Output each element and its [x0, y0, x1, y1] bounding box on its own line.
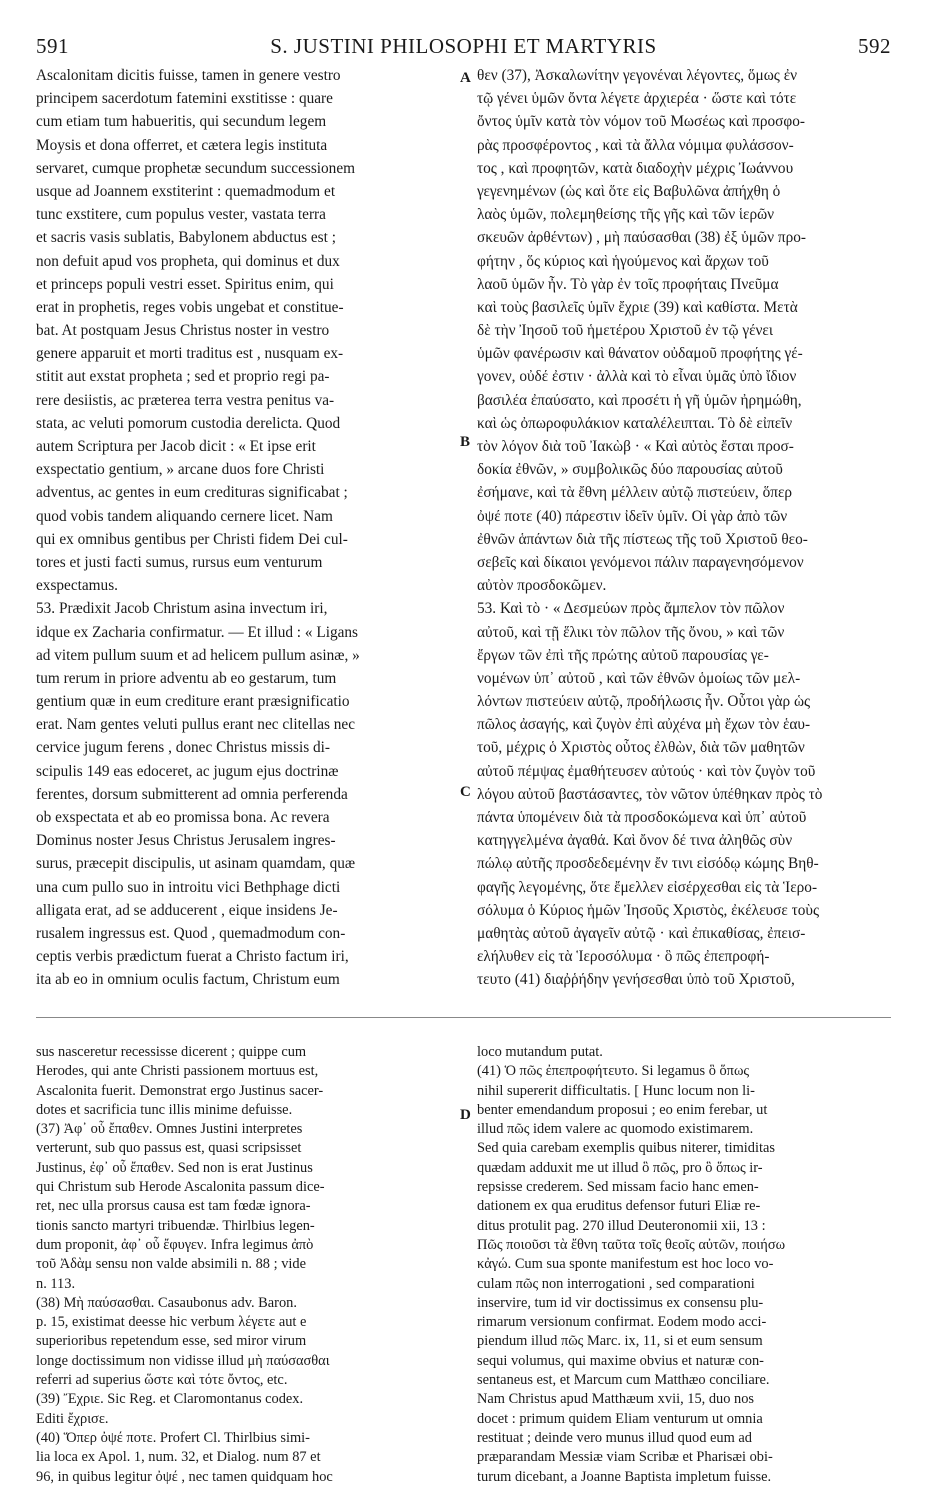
greek-text-line: σκευῶν ἀρθέντων) , μὴ παύσασθαι (38) ἐξ ὑμῶν προ-	[477, 229, 806, 247]
latin-text-line: alligata erat, ad se adducerent , eique insidens Je-	[36, 901, 338, 919]
latin-text-line: adventus, ac gentes in eum credituras significabat ;	[36, 484, 348, 502]
latin-text-line: erat in prophetis, reges vobis ungebat et constitue-	[36, 298, 344, 316]
latin-text-line: autem Scriptura per Jacob dicit : « Et ipse erit	[36, 438, 316, 455]
latin-text-line: Moysis et dona offerret, et cætera legis instituta	[36, 136, 328, 154]
footnote-left-line: referri ad superius ὥστε καὶ τότε ὄντος, etc.	[36, 1372, 288, 1389]
footnote-right-line: benter emendandum proposui ; eo enim ferebar, ut	[477, 1101, 768, 1118]
footnote-right-line: rimarum versionum confirmat. Eodem modo acci-	[477, 1314, 767, 1331]
latin-text-line: stitit aut exstat propheta ; sed et proprio regi pa-	[36, 368, 330, 386]
greek-text-line: φαγῆς λεγομένης, ὅτε ἔμελλεν εἰσέρχεσθαι εἰς τὰ Ἱερο-	[477, 878, 818, 896]
footnote-left-line: qui Christum sub Herode Ascalonita passum dice-	[36, 1179, 325, 1196]
latin-main-column	[36, 64, 452, 992]
footnote-divider	[36, 1017, 891, 1018]
greek-text-line: καὶ ὡς ὀπωροφυλάκιον καταλέλειπται. Τὸ δὲ εἰπεῖν	[477, 414, 793, 432]
latin-text-line: et sacris vasis sublatis, Babylonem abductus est ;	[36, 229, 336, 247]
latin-text-line: stata, ac veluti pomorum custodia derelicta. Quod	[36, 414, 341, 432]
latin-text-line: gentium quæ in eum crediture erant præsignificatio	[36, 693, 350, 711]
footnote-left-line: (38) Μὴ παύσασθαι. Casaubonus adv. Baron.	[36, 1294, 297, 1311]
greek-text-line: 53. Καὶ τὸ · « Δεσμεύων πρὸς ἄμπελον τὸν πῶλον	[477, 600, 785, 618]
greek-text-line: αὐτοῦ πέμψας ἐμαθήτευσεν αὐτούς · καὶ τὸν ζυγὸν τοῦ	[477, 762, 816, 780]
footnote-left-line: lia loca ex Apol. 1, num. 32, et Dialog. num 87 et	[36, 1449, 321, 1466]
greek-text-line: καὶ τοὺς βασιλεῖς ὑμῖν ἔχριε (39) καὶ καθίστα. Μετὰ	[477, 298, 798, 316]
latin-text-line: exspectamus.	[36, 577, 118, 595]
footnote-left-line: Ascalonita fuerit. Demonstrat ergo Justinus sacer-	[36, 1082, 324, 1099]
greek-text-line: σόλυμα ὁ Κύριος ἡμῶν Ἰησοῦς Χριστὸς, ἐκέλευσε τοὺς	[477, 901, 820, 919]
footnote-right-line: inservire, tum id vir doctissimus ex consensu plu-	[477, 1294, 764, 1311]
footnote-right-line: repsisse crederem. Sed missam facio hanc emen-	[477, 1179, 759, 1196]
greek-main-column	[477, 64, 892, 992]
latin-text-line: rusalem ingressus est. Quod , quemadmodum con-	[36, 924, 346, 942]
footnote-right-line: culam πῶς non interrogationi , sed comparationi	[477, 1275, 755, 1292]
footnote-left-line: 96, in quibus legitur ὀψέ , nec tamen quidquam hoc	[36, 1468, 333, 1485]
footnote-right-line: turum dicebant, a Joanne Baptista impletum fuisse.	[477, 1468, 772, 1485]
greek-text-line: μαθητὰς αὐτοῦ ἀγαγεῖν αὐτῷ · καὶ ἐπικαθίσας, ἐπεισ-	[477, 924, 806, 942]
latin-text-line: quod vobis tandem aliquando cernere licet. Nam	[36, 507, 333, 525]
footnote-right-line: Nam Christus apud Matthæum xvii, 15, duo nos	[477, 1391, 755, 1408]
footnote-right-line: nihil supererit difficultatis. [ Hunc locum non li-	[477, 1082, 755, 1099]
latin-text-line: Ascalonitam dicitis fuisse, tamen in genere vestro	[36, 67, 341, 84]
greek-text-line: δὲ τὴν Ἰησοῦ τοῦ ἡμετέρου Χριστοῦ ἐν τῷ γένει	[477, 322, 773, 340]
latin-text-line: una cum pullo suo in introitu vici Bethphage dicti	[36, 878, 341, 896]
footnote-right-line: κἀγώ. Cum sua sponte manifestum est hoc loco vo-	[477, 1256, 774, 1273]
latin-text-line: et princeps populi vestri esset. Spiritus enim, qui	[36, 275, 334, 293]
greek-text-line: βασιλέα ἐπαύσατο, καὶ προσέτι ἡ γῆ ὑμῶν ἠρημώθη,	[477, 391, 802, 409]
latin-text-line: qui ex omnibus gentibus per Christi fidem Dei cul-	[36, 530, 348, 548]
latin-text-line: surus, præcepit discipulis, ut asinam quamdam, quæ	[36, 855, 356, 873]
latin-text-line: cum etiam tum habueritis, qui secundum legem	[36, 113, 327, 131]
greek-text-line: αὐτοῦ, καὶ τῇ ἕλικι τὸν πῶλον τῆς ὄνου, » καὶ τῶν	[477, 623, 785, 641]
footnotes-left-column	[36, 1043, 452, 1487]
footnote-left-line: (37) Ἀφ᾽ οὗ ἔπαθεν. Omnes Justini interpretes	[36, 1121, 303, 1138]
footnote-left-line: n. 113.	[36, 1275, 76, 1292]
greek-text-line: ὀψέ ποτε (40) πάρεστιν ἰδεῖν ὑμῖν. Οἱ γὰρ ἀπὸ τῶν	[477, 507, 788, 525]
greek-text-line: ἔργων τῶν ἐπὶ τῆς πρώτης αὐτοῦ παρουσίας γε-	[477, 646, 769, 664]
latin-text-line: exspectatio gentium, » arcane duos fore Christi	[36, 461, 325, 479]
margin-marker-a: A	[460, 70, 471, 86]
greek-text-line: πώλῳ αὐτῆς προσδεδεμένην ἔν τινι εἰσόδῳ κώμης Βηθ-	[477, 855, 819, 873]
footnote-left-line: dotes et sacrificia tunc illis minime defuisse.	[36, 1101, 293, 1118]
greek-text-line: πῶλος ἀσαγής, καὶ ζυγὸν ἐπὶ αὐχένα μὴ ἔχων τὸν ἑαυ-	[477, 716, 811, 734]
latin-text-line: ob exspectata et ab eo promissa bona. Ac revera	[36, 809, 330, 826]
footnote-right-line: piendum illud πῶς Marc. ix, 11, si et eum sensum	[477, 1333, 763, 1350]
greek-text-line: τευτο (41) διαῤῥήδην γενήσεσθαι ὑπὸ τοῦ Χριστοῦ,	[477, 971, 795, 989]
latin-text-line: principem sacerdotum fatemini exstitisse : quare	[36, 90, 333, 108]
latin-text-line: rere desiistis, ac præterea terra vestra penitus va-	[36, 391, 335, 409]
margin-marker-c: C	[460, 784, 471, 800]
footnote-left-line: tionis sancto martyri tribuendæ. Thirlbius legen-	[36, 1217, 315, 1234]
greek-text-line: λαὸς ὑμῶν, πολεμηθείσης τῆς γῆς καὶ τῶν ἱερῶν	[477, 206, 775, 224]
footnote-right-line: sequi volumus, qui maxime obvius et naturæ con-	[477, 1352, 764, 1369]
footnote-left-line: superioribus repetendum esse, sed miror virum	[36, 1333, 307, 1350]
footnote-right-line: (41) Ὁ πῶς ἐπεπροφήτευτο. Si legamus ὃ ὅπως	[477, 1063, 750, 1080]
footnote-left-line: dum proponit, ἀφ᾽ οὗ ἔφυγεν. Infra legimus ἀπὸ	[36, 1236, 314, 1253]
greek-text-line: ὑμῶν φανέρωσιν καὶ θάνατον οὐδαμοῦ προφήτης γέ-	[477, 345, 803, 363]
latin-text-line: non defuit apud vos propheta, qui dominus et dux	[36, 252, 340, 270]
footnote-left-line: longe doctissimum non vidisse illud μὴ παύσασθαι	[36, 1352, 330, 1369]
footnote-left-line: p. 15, existimat deesse hic verbum λέγετε aut e	[36, 1314, 307, 1331]
footnote-left-line: verterunt, sub quo passus est, quasi scripsisset	[36, 1140, 302, 1157]
latin-text-line: 53. Prædixit Jacob Christum asina invectum iri,	[36, 600, 328, 618]
greek-text-line: φήτην , ὅς κύριος καὶ ἡγούμενος καὶ ἄρχων τοῦ	[477, 252, 769, 270]
greek-text-line: κατηγγελμένα ἀγαθά. Καὶ ὄνον δέ τινα ἀληθῶς σὺν	[477, 832, 793, 850]
footnote-left-line: sus nasceretur recessisse dicerent ; quippe cum	[36, 1044, 307, 1060]
footnote-right-line: ditus protulit pag. 270 illud Deuteronomii xii, 13 :	[477, 1217, 766, 1234]
greek-text-line: ρὰς προσφέροντος , καὶ τὰ ἄλλα νόμιμα φυλάσσον-	[477, 136, 794, 154]
footnotes-right-column	[477, 1043, 892, 1487]
greek-text-line: θεν (37), Ἀσκαλωνίτην γεγονέναι λέγοντες, ὅμως ἐν	[477, 67, 798, 84]
footnote-right-line: sentaneus est, et Marcum cum Matthæo conciliare.	[477, 1372, 770, 1389]
footnote-right-line: dationem ex qua eruditus defensor futuri Eliæ re-	[477, 1198, 761, 1215]
footnote-left-line: (39) Ἔχριε. Sic Reg. et Claromontanus codex.	[36, 1391, 304, 1408]
footnote-right-line: præparandam Messiæ viam Scribæ et Pharisæi obi-	[477, 1449, 773, 1466]
footnote-left-line: (40) Ὅπερ ὀψέ ποτε. Profert Cl. Thirlbius simi-	[36, 1429, 310, 1446]
greek-text-line: τὸν λόγον διὰ τοῦ Ἰακὼβ · « Καὶ αὐτὸς ἔσται προσ-	[477, 438, 794, 455]
greek-text-line: τῷ γένει ὑμῶν ὄντα λέγετε ἀρχιερέα · ὥστε καὶ τότε	[477, 90, 797, 108]
latin-text-line: scipulis 149 eas edoceret, ac jugum ejus doctrinæ	[36, 762, 339, 780]
footnote-left-line: τοῦ Ἀδὰμ sensu non valde absimili n. 88 ; vide	[36, 1256, 306, 1273]
greek-text-line: λόντων πιστεύειν αὐτῷ, προδήλωσις ἦν. Οὗτοι γὰρ ὡς	[477, 693, 811, 711]
greek-text-line: λαοῦ ὑμῶν ἦν. Τὸ γὰρ ἐν τοῖς προφήταις Πνεῦμα	[477, 275, 779, 293]
greek-text-line: λόγου αὐτοῦ βαστάσαντες, τὸν νῶτον ὑπέθηκαν πρὸς τὸ	[477, 785, 823, 803]
footnote-right-line: quædam adduxit me ut illud ὃ πῶς, pro ὃ ὅπως ir-	[477, 1159, 763, 1176]
footnote-right-line: loco mutandum putat.	[477, 1044, 603, 1060]
latin-text-line: Dominus noster Jesus Christus Jerusalem ingres-	[36, 832, 336, 850]
greek-text-line: νομένων ὑπ᾽ αὐτοῦ , καὶ τῶν ἐθνῶν ὁμοίως τῶν μελ-	[477, 669, 801, 687]
footnote-right-line: restituat ; deinde vero munus illud quod eum ad	[477, 1429, 752, 1446]
latin-text-line: idque ex Zacharia confirmatur. — Et illud : « Ligans	[36, 623, 358, 641]
latin-text-line: erat. Nam gentes veluti pullus erant nec clitellas nec	[36, 716, 355, 734]
greek-text-line: πάντα ὑπομένειν διὰ τὰ προσδοκώμενα καὶ ὑπ᾽ αὐτοῦ	[477, 809, 807, 826]
latin-text-line: genere apparuit et morti traditus est , nusquam ex-	[36, 345, 344, 363]
page-header	[36, 34, 891, 60]
latin-text-line: ceptis verbis prædictum fuerat a Christo factum iri,	[36, 948, 349, 966]
margin-marker-d: D	[460, 1107, 471, 1123]
running-title: S. JUSTINI PHILOSOPHI ET MARTYRIS	[270, 34, 657, 58]
footnote-right-line: illud πῶς idem valere ac quomodo existimarem.	[477, 1121, 754, 1138]
latin-text-line: servaret, cumque prophetæ secundum successionem	[36, 159, 356, 177]
footnote-left-line: Justinus, ἐφ᾽ οὗ ἔπαθεν. Sed non is erat Justinus	[36, 1159, 313, 1176]
footnote-left-line: Editi ἔχρισε.	[36, 1410, 109, 1427]
greek-text-line: δοκία ἐθνῶν, » συμβολικῶς δύο παρουσίας αὐτοῦ	[477, 461, 783, 479]
greek-text-line: αὐτὸν προσδοκῶμεν.	[477, 577, 607, 595]
greek-text-line: σεβεῖς καὶ δίκαιοι γενόμενοι πάλιν παραγενησόμενον	[477, 553, 804, 571]
greek-text-line: ἐθνῶν ἁπάντων διὰ τῆς πίστεως τῆς τοῦ Χριστοῦ θεο-	[477, 530, 808, 548]
footnote-left-line: Herodes, qui ante Christi passionem mortuus est,	[36, 1063, 319, 1080]
footnote-left-line: ret, nec ulla prorsus causa est tam fœdæ ignora-	[36, 1198, 311, 1215]
greek-text-line: ὄντος ὑμῖν κατὰ τὸν νόμον τοῦ Μωσέως καὶ προσφο-	[477, 113, 805, 131]
latin-text-line: cervice jugum ferens , donec Christus missis di-	[36, 739, 330, 757]
page-number-left: 591	[36, 34, 69, 58]
page-number-right: 592	[858, 34, 891, 58]
footnote-right-line: Πῶς ποιοῦσι τὰ ἔθνη ταῦτα τοῖς θεοῖς αὐτῶν, ποιήσω	[477, 1236, 786, 1253]
latin-text-line: ita ab eo in omnium oculis factum, Christum eum	[36, 971, 340, 989]
latin-text-line: ferentes, dorsum submitterent ad omnia perferenda	[36, 785, 348, 803]
footnote-right-line: Sed quia carebam exemplis quibus niterer, timiditas	[477, 1140, 775, 1157]
greek-text-line: γεγενημένων (ὡς καὶ ὅτε εἰς Βαβυλῶνα ἀπήχθη ὁ	[477, 182, 781, 200]
greek-text-line: τος , καὶ προφητῶν, κατὰ διαδοχὴν μέχρις Ἰωάννου	[477, 159, 794, 177]
latin-text-line: tum rerum in priore adventu ab eo gestarum, tum	[36, 669, 337, 687]
greek-text-line: ἐσήμανε, καὶ τὰ ἔθνη μέλλειν αὐτῷ πιστεύειν, ὅπερ	[477, 484, 793, 502]
greek-text-line: τοῦ, μέχρις ὁ Χριστὸς οὗτος ἐλθὼν, διὰ τῶν μαθητῶν	[477, 739, 805, 757]
margin-marker-b: B	[460, 434, 471, 450]
latin-text-line: ad vitem pullum suum et ad helicem pullum asinæ, »	[36, 646, 360, 664]
latin-text-line: bat. At postquam Jesus Christus noster in vestro	[36, 322, 330, 340]
latin-text-line: tunc exstitere, cum populus vester, vastata terra	[36, 206, 326, 224]
greek-text-line: ελήλυθεν εἰς τὰ Ἱεροσόλυμα · ὃ πῶς ἐπεπροφή-	[477, 948, 770, 966]
footnote-right-line: docet : primum quidem Eliam venturum ut omnia	[477, 1410, 763, 1427]
latin-text-line: tores et justi facti sumus, rursus eum venturum	[36, 553, 323, 571]
latin-text-line: usque ad Joannem exstiterint : quemadmodum et	[36, 182, 336, 200]
greek-text-line: γονεν, οὐδέ ἐστιν · ἀλλὰ καὶ τὸ εἶναι ὑμᾶς ὑπὸ ἴδιον	[477, 368, 797, 386]
